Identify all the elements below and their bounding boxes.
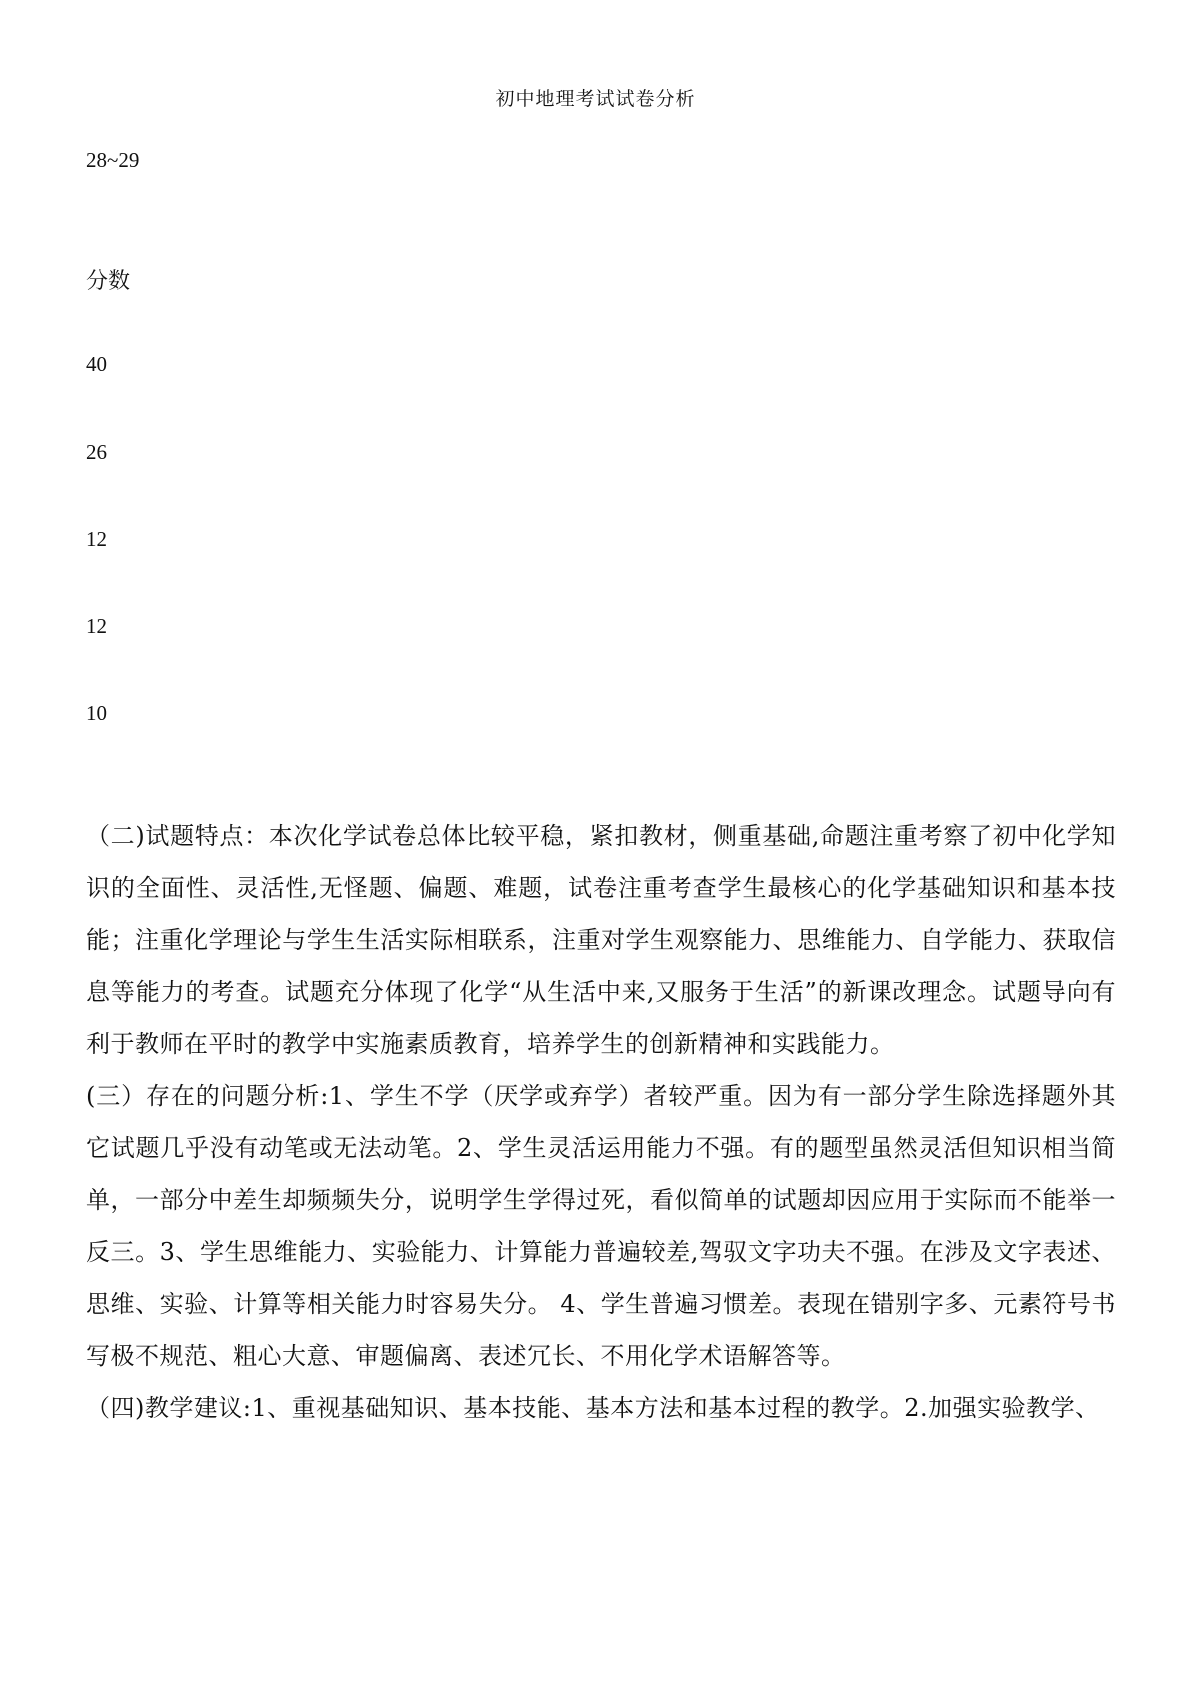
score-label: 分数 [86, 268, 131, 293]
page-header-title: 初中地理考试试卷分析 [495, 88, 696, 110]
section-features-paragraph: （二)试题特点：本次化学试卷总体比较平稳，紧扣教材，侧重基础,命题注重考察了初中化学知识的全面性、灵活性,无怪题、偏题、难题，试卷注重考查学生最核心的化学基础知识和基本技能；注重化学理论与学生生活实际相联系，注重对学生观察能力、思维能力、自学能力、获取信息等能力的考查。试题充分体现了化学“从生活中来,又服务于生活”的新课改理念。试题导向有利于教师在平时的教学中实施素质教育，培养学生的创新精神和实践能力。 [86, 822, 1116, 1058]
score-value: 40 [86, 352, 107, 376]
section-problems-paragraph: (三）存在的问题分析:1、学生不学（厌学或弃学）者较严重。因为有一部分学生除选择题外其它试题几乎没有动笔或无法动笔。2、学生灵活运用能力不强。有的题型虽然灵活但知识相当简单，一部分中差生却频频失分，说明学生学得过死，看似简单的试题却因应用于实际而不能举一反三。3、学生思维能力、实验能力、计算能力普遍较差,驾驭文字功夫不强。在涉及文字表述、思维、实验、计算等相关能力时容易失分。 4、学生普遍习惯差。表现在错别字多、元素符号书写极不规范、粗心大意、审题偏离、表述冗长、不用化学术语解答等。 [86, 1082, 1116, 1370]
score-range: 28~29 [86, 148, 140, 172]
section-suggestions-paragraph: （四)教学建议:1、重视基础知识、基本技能、基本方法和基本过程的教学。2.加强实验教学、 [86, 1394, 1100, 1422]
score-value: 12 [86, 614, 107, 638]
score-value: 10 [86, 701, 107, 725]
score-value: 26 [86, 440, 107, 464]
score-value: 12 [86, 527, 107, 551]
